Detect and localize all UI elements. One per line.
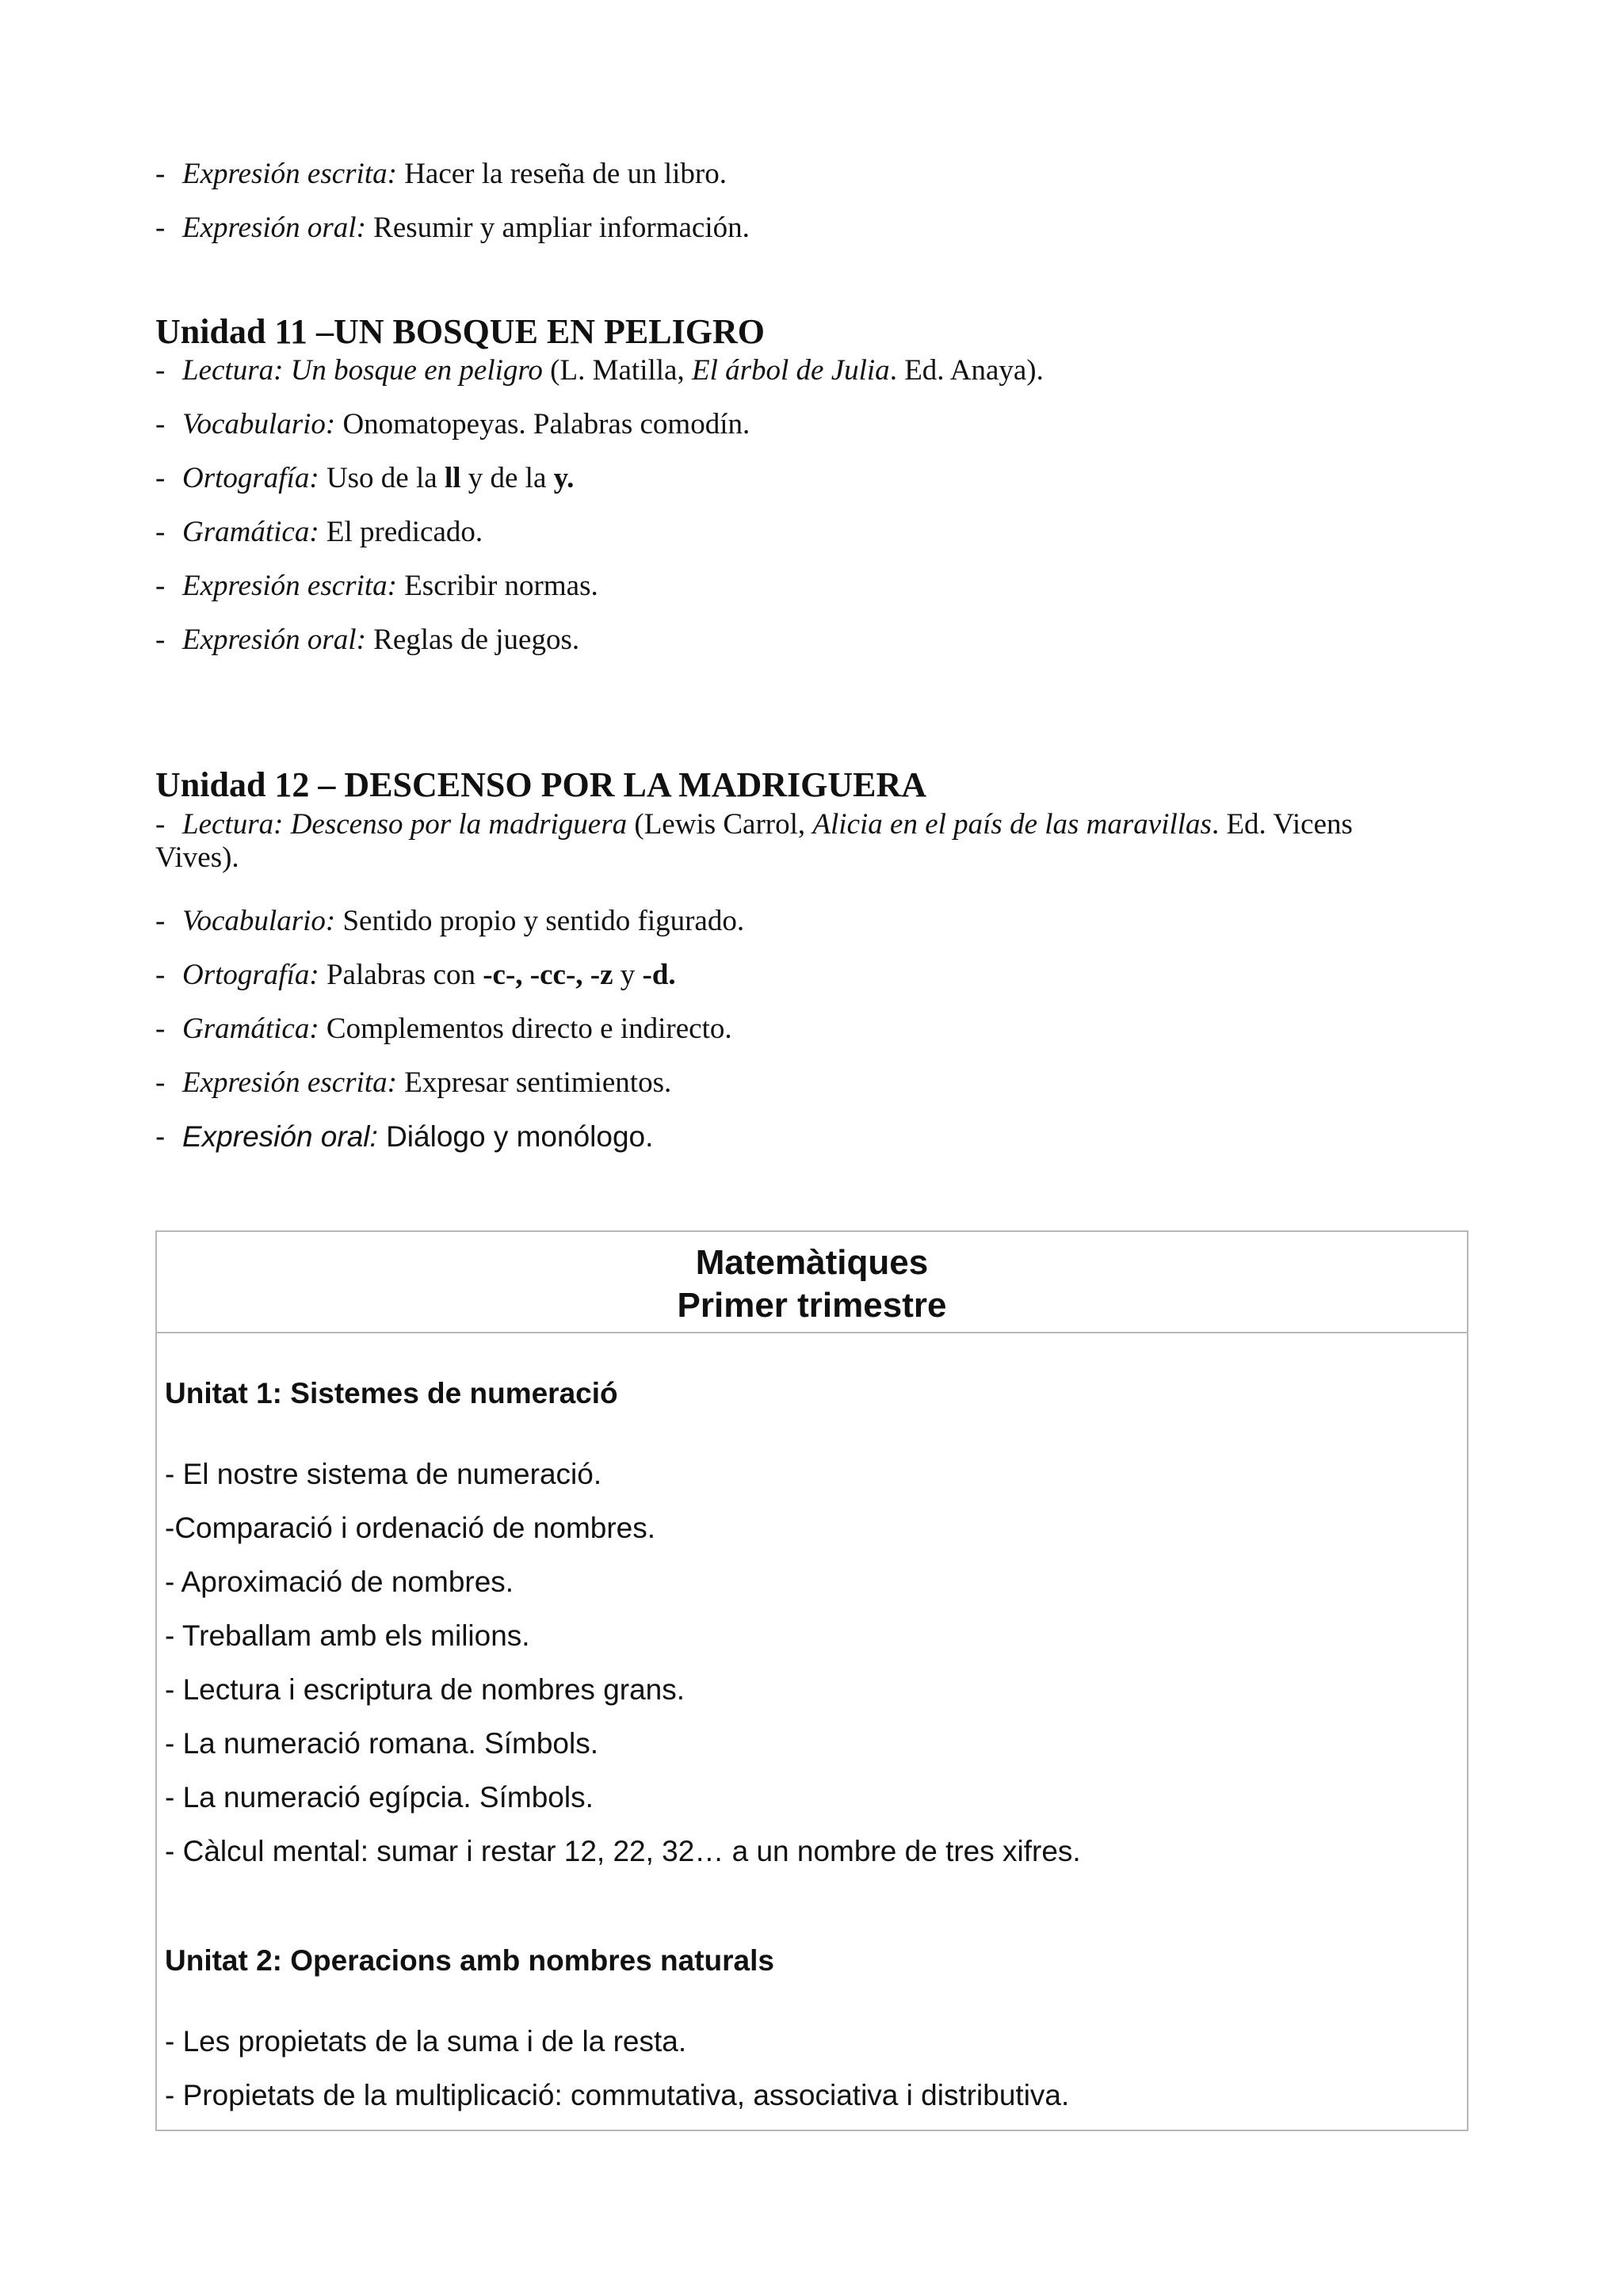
unit-12-oral-expression: - Expresión oral: Diálogo y monólogo.	[155, 1120, 654, 1153]
unit-12-grammar: - Gramática: Complementos directo e indirecto.	[155, 1013, 732, 1045]
unit-12-written-expression: - Expresión escrita: Expresar sentimientos.	[155, 1066, 672, 1099]
item-label: Expresión oral:	[182, 212, 366, 244]
math-unit-2-title: Unitat 2: Operacions amb nombres naturals	[165, 1944, 774, 1977]
unit-11-grammar: - Gramática: El predicado.	[155, 516, 483, 548]
unit-12-vocabulary: - Vocabulario: Sentido propio y sentido figurado.	[155, 905, 745, 937]
list-item-written-expression: - Expresión escrita: Hacer la reseña de un libro.	[155, 158, 727, 190]
list-item: -Comparació i ordenació de nombres.	[165, 1512, 656, 1544]
list-item: - La numeració romana. Símbols.	[165, 1727, 599, 1760]
math-syllabus-table	[155, 1230, 1468, 2131]
math-table-header	[157, 1232, 1467, 1333]
list-item: - Propietats de la multiplicació: commutativa, associativa i distributiva.	[165, 2079, 1070, 2111]
list-item-oral-expression: - Expresión oral: Resumir y ampliar información.	[155, 212, 750, 244]
list-item: - Aproximació de nombres.	[165, 1566, 514, 1598]
item-text: Resumir y ampliar información.	[365, 212, 750, 244]
item-label: Expresión escrita:	[182, 158, 397, 190]
list-item: - Càlcul mental: sumar i restar 12, 22, 32… a un nombre de tres xifres.	[165, 1835, 1081, 1867]
unit-11-orthography: - Ortografía: Uso de la ll y de la y.	[155, 462, 575, 494]
unit-12-orthography: - Ortografía: Palabras con -c-, -cc-, -z y -d.	[155, 959, 676, 991]
subject-title: Matemàtiques	[695, 1243, 929, 1282]
unit-11-oral-expression: - Expresión oral: Reglas de juegos.	[155, 624, 580, 656]
unit-12-reading: - Lectura: Descenso por la madriguera (Lewis Carrol, Alicia en el país de las maravillas. Ed. Vicens Vives).	[155, 808, 1353, 874]
unit-11-vocabulary: - Vocabulario: Onomatopeyas. Palabras comodín.	[155, 408, 750, 441]
list-item: - Treballam amb els milions.	[165, 1619, 530, 1652]
list-item: - Les propietats de la suma i de la resta.	[165, 2025, 687, 2058]
list-item: - El nostre sistema de numeració.	[165, 1458, 602, 1490]
unit-11-title: Unidad 11 –UN BOSQUE EN PELIGRO	[155, 312, 765, 351]
list-item: - La numeració egípcia. Símbols.	[165, 1781, 594, 1814]
unit-11-written-expression: - Expresión escrita: Escribir normas.	[155, 570, 598, 602]
unit-11-reading: - Lectura: Un bosque en peligro (L. Matilla, El árbol de Julia. Ed. Anaya).	[155, 354, 1044, 387]
item-text: Hacer la reseña de un libro.	[396, 158, 727, 190]
term-title: Primer trimestre	[677, 1286, 947, 1325]
list-item: - Lectura i escriptura de nombres grans.	[165, 1673, 685, 1706]
math-unit-1-title: Unitat 1: Sistemes de numeració	[165, 1377, 618, 1409]
unit-12-title: Unidad 12 – DESCENSO POR LA MADRIGUERA	[155, 765, 927, 804]
